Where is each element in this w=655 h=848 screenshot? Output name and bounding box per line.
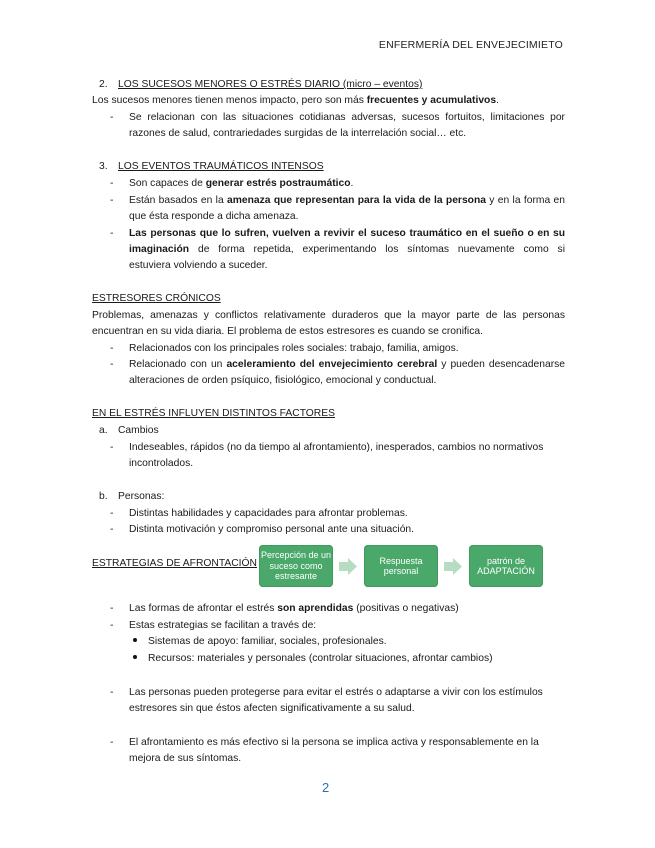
estrategias-title: ESTRATEGIAS DE AFRONTACIÓN <box>92 558 257 569</box>
section-3-item-3-line-3: estuviera volviendo a suceder. <box>129 260 268 271</box>
dash-marker: - <box>110 508 114 519</box>
section-3-title: LOS EVENTOS TRAUMÁTICOS INTENSOS <box>118 161 324 172</box>
factores-title: EN EL ESTRÉS INFLUYEN DISTINTOS FACTORES <box>92 408 335 419</box>
factor-b-label: b. <box>99 491 108 502</box>
cronicos-item-1: Relacionados con los principales roles sociales: trabajo, familia, amigos. <box>129 343 459 354</box>
estrategias-item-4-line-2: mejora de sus síntomas. <box>129 753 242 764</box>
section-3-number: 3. <box>99 161 108 172</box>
flow-box-adaptation: patrón de ADAPTACIÓN <box>469 545 543 587</box>
bullet-icon <box>133 638 137 642</box>
factor-b-title: Personas: <box>118 491 165 502</box>
section-2-item-1-line-2: razones de salud, contrariedades surgidas de la interrelación social… etc. <box>129 128 467 139</box>
section-2-intro: Los sucesos menores tienen menos impacto, pero son más frecuentes y acumulativos. <box>92 95 499 106</box>
estrategias-item-1: Las formas de afrontar el estrés son aprendidas (positivas o negativas) <box>129 603 459 614</box>
dash-marker: - <box>110 620 114 631</box>
dash-marker: - <box>110 737 114 748</box>
section-3-item-3-line-1: Las personas que lo sufren, vuelven a revivir el suceso traumático en el sueño o en su <box>129 228 565 239</box>
flow-box-response: Respuesta personal <box>364 545 438 587</box>
section-3-item-2-line-1: Están basados en la amenaza que representan para la vida de la persona y en la forma en <box>129 195 565 206</box>
flow-box-perception: Percepción de un suceso como estresante <box>259 545 333 587</box>
cronicos-title: ESTRESORES CRÓNICOS <box>92 293 221 304</box>
dash-marker: - <box>110 359 114 370</box>
flow-arrow-icon <box>339 558 357 575</box>
factor-b-item-1: Distintas habilidades y capacidades para afrontar problemas. <box>129 508 408 519</box>
estrategias-bullet-1: Sistemas de apoyo: familiar, sociales, profesionales. <box>148 636 387 647</box>
dash-marker: - <box>110 195 114 206</box>
section-3-item-1: Son capaces de generar estrés postraumático. <box>129 178 354 189</box>
bullet-icon <box>133 655 137 659</box>
cronicos-paragraph-line-2: encuentran en su vida diaria. El problema de estos estresores es cuando se cronifica. <box>92 326 483 337</box>
estrategias-bullet-2: Recursos: materiales y personales (controlar situaciones, afrontar cambios) <box>148 653 493 664</box>
cronicos-paragraph-line-1: Problemas, amenazas y conflictos relativamente duraderos que la mayor parte de las personas <box>92 310 565 321</box>
section-3-item-3-line-2: imaginación de forma repetida, experimentando los síntomas nuevamente como si <box>129 244 565 255</box>
dash-marker: - <box>110 687 114 698</box>
flow-arrow-icon <box>444 558 462 575</box>
dash-marker: - <box>110 228 114 239</box>
estrategias-item-3-line-2: estresores sin que éstos afecten significativamente a su salud. <box>129 703 415 714</box>
dash-marker: - <box>110 178 114 189</box>
dash-marker: - <box>110 524 114 535</box>
section-2-title: LOS SUCESOS MENORES O ESTRÉS DIARIO (micro – eventos) <box>118 79 423 90</box>
dash-marker: - <box>110 112 114 123</box>
dash-marker: - <box>110 603 114 614</box>
running-header: ENFERMERÍA DEL ENVEJECIMIETO <box>378 39 563 51</box>
dash-marker: - <box>110 343 114 354</box>
section-3-item-2-line-2: que ésta responde a dicha amenaza. <box>129 211 299 222</box>
factor-a-item-line-1: Indeseables, rápidos (no da tiempo al afrontamiento), inesperados, cambios no normativos <box>129 442 544 453</box>
cronicos-item-2-line-1: Relacionado con un aceleramiento del envejecimiento cerebral y pueden desencadenarse <box>129 359 565 370</box>
section-2-item-1-line-1: Se relacionan con las situaciones cotidianas adversas, sucesos fortuitos, limitaciones por <box>129 112 565 123</box>
section-2-number: 2. <box>99 79 108 90</box>
factor-b-item-2: Distinta motivación y compromiso personal ante una situación. <box>129 524 415 535</box>
estrategias-item-2: Estas estrategias se facilitan a través de: <box>129 620 317 631</box>
factor-a-title: Cambios <box>118 425 159 436</box>
page-number: 2 <box>322 780 330 795</box>
factor-a-label: a. <box>99 425 108 436</box>
cronicos-item-2-line-2: alteraciones de orden psíquico, fisiológico, emocional y conductual. <box>129 375 437 386</box>
estrategias-item-4-line-1: El afrontamiento es más efectivo si la persona se implica activa y responsablemente en la <box>129 737 539 748</box>
dash-marker: - <box>110 442 114 453</box>
factor-a-item-line-2: incontrolados. <box>129 458 194 469</box>
estrategias-item-3-line-1: Las personas pueden protegerse para evitar el estrés o adaptarse a vivir con los estímulos <box>129 687 543 698</box>
